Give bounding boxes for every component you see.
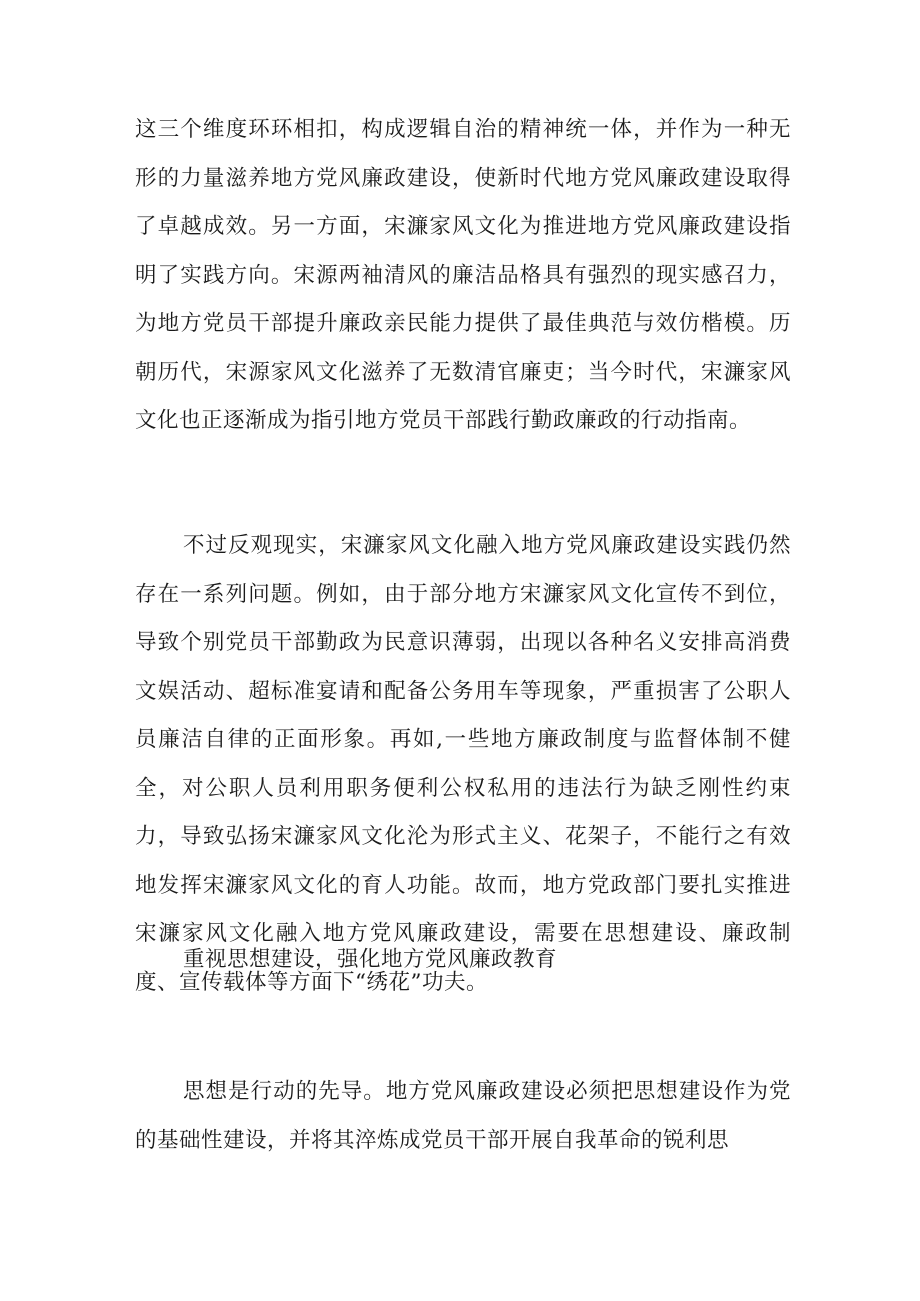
body-paragraph-2: 不过反观现实，宋濂家风文化融入地方党风廉政建设实践仍然存在一系列问题。例如，由于部分地方宋濂家风文化宣传不到位，导致个别党员干部勤政为民意识薄弱，出现以各种名义安排高消费文娱活动、超标准宴请和配备公务用车等现象，严重损害了公职人员廉洁自律的正面形象。再如,一些地方廉政制度与监督体制不健全，对公职人员利用职务便利公权私用的违法行为缺乏刚性约束力，导致弘扬宋濂家风文化沦为形式主义、花架子，不能行之有效地发挥宋濂家风文化的育人功能。故而，地方党政部门要扎实推进宋濂家风文化融入地方党风廉政建设，需要在思想建设、廉政制度、宣传载体等方面下“绣花”功夫。 [135,533,791,995]
section-heading: 重视思想建设，强化地方党风廉政教育 [183,947,558,972]
body-paragraph-1: 这三个维度环环相扣，构成逻辑自治的精神统一体，并作为一种无形的力量滋养地方党风廉政建设，使新时代地方党风廉政建设取得了卓越成效。另一方面，宋濂家风文化为推进地方党风廉政建设指明了实践方向。宋源两袖清风的廉洁品格具有强烈的现实感召力，为地方党员干部提升廉政亲民能力提供了最佳典范与效仿楷模。历朝历代，宋源家风文化滋养了无数清官廉吏；当今时代，宋濂家风文化也正逐渐成为指引地方党员干部践行勤政廉政的行动指南。 [135,117,791,433]
body-paragraph-3: 思想是行动的先导。地方党风廉政建设必须把思想建设作为党的基础性建设，并将其淬炼成党员干部开展自我革命的锐利思 [135,1079,791,1153]
